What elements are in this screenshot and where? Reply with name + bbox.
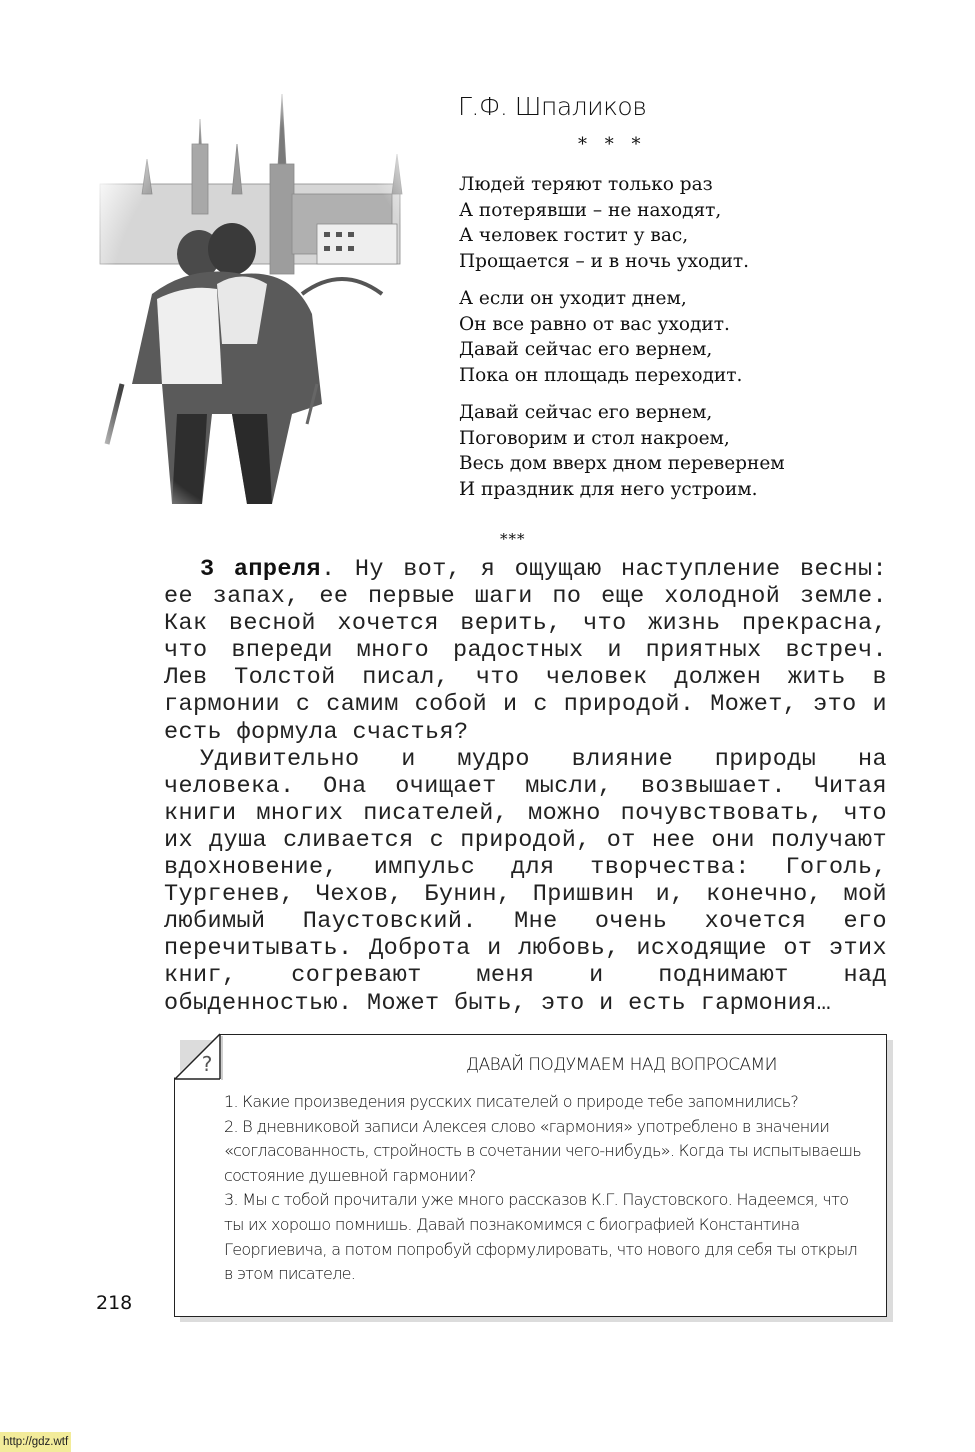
watermark-link[interactable]: http://gdz.wtf: [0, 1432, 71, 1452]
poem-separator: * * *: [578, 134, 647, 155]
page-number: 218: [96, 1292, 133, 1314]
poem-line: А если он уходит днем,: [459, 288, 687, 309]
poem-author: Г.Ф. Шпаликов: [458, 92, 647, 121]
illustration: [92, 84, 437, 516]
diary-text: . Ну вот, я ощущаю наступление весны: ее запах, ее первые шаги по еще холодной земле. Как весной хочется верить, что жизнь прекрасна, что впереди много радостных и приятных встреч. Лев Толстой писал, что человек должен жить в гармонии с самим собой и с природой. Может, это и есть формула счастья?: [164, 556, 887, 746]
question-item: 2. В дневниковой записи Алексея слово «гармония» употреблено в значении «согласованность, стройность в сочетании чего-нибудь». Когда ты испытываешь состояние душевной гармонии?: [224, 1116, 862, 1185]
poem-line: Поговорим и стол накроем,: [459, 427, 730, 449]
question-mark-glyph: ?: [201, 1052, 213, 1076]
poem-line: Людей теряют только раз: [459, 174, 713, 195]
poem-stanza: [459, 286, 785, 388]
questions-title: ДАВАЙ ПОДУМАЕМ НАД ВОПРОСАМИ: [466, 1055, 777, 1075]
diary-separator: ***: [500, 530, 526, 548]
diary-date: 3 апреля: [200, 556, 321, 583]
poem-stanza: [459, 172, 785, 274]
poem-line: Он все равно от вас уходит.: [459, 313, 730, 335]
poem-line: Давай сейчас его вернем,: [459, 402, 713, 423]
poem-line: Пока он площадь переходит.: [459, 364, 743, 386]
poem-line: Весь дом вверх дном перевернем: [459, 453, 785, 474]
poem-line: И праздник для него устроим.: [459, 478, 758, 500]
diary-paragraph: [164, 556, 887, 746]
poem-line: Давай сейчас его вернем,: [459, 339, 713, 360]
question-item: 3. Мы с тобой прочитали уже много рассказов К.Г. Паустовского. Надеемся, что ты их хорошо помнишь. Давай познакомимся с биографией Константина Георгиевича, а потом попробуй сформулировать, что нового для себя ты открыл в этом писателе.: [224, 1190, 858, 1284]
poem-stanza: [459, 400, 785, 502]
question-mark-icon: [173, 1033, 223, 1081]
poem-line: А человек гостит у вас,: [459, 225, 689, 246]
poem-line: Прощается – и в ночь уходит.: [459, 250, 750, 272]
poem-line: А потерявши – не находят,: [459, 199, 722, 221]
poem: [459, 172, 785, 514]
diary-entry: [164, 556, 887, 1017]
diary-paragraph: Удивительно и мудро влияние природы на человека. Она очищает мысли, возвышает. Читая книги многих писателей, можно почувствовать, что их душа сливается с природой, от нее они получают вдохновение, импульс для творчества: Гоголь, Тургенев, Чехов, Бунин, Пришвин и, конечно, мой любимый Паустовский. Мне очень хочется его перечитывать. Доброта и любовь, исходящие от этих книг, согревают меня и поднимают над обыденностью. Может быть, это и есть гармония…: [164, 745, 887, 1017]
question-item: 1. Какие произведения русских писателей о природе тебе запомнились?: [224, 1092, 799, 1111]
questions-list: [224, 1090, 864, 1287]
